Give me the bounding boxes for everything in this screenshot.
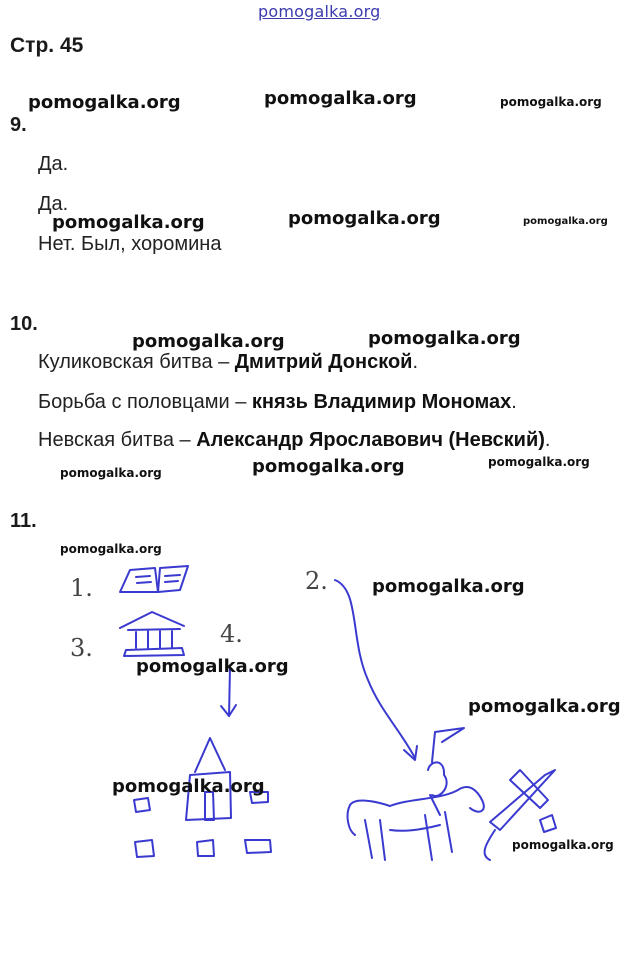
watermark: pomogalka.org xyxy=(60,542,162,556)
row-right: Александр Ярославович (Невский) xyxy=(196,429,545,451)
curved-arrow-icon xyxy=(335,580,417,760)
row-left: Невская битва – xyxy=(38,429,197,451)
watermark: pomogalka.org xyxy=(468,696,621,717)
watermark: pomogalka.org xyxy=(288,208,441,229)
task-9-answer-2: Да. xyxy=(38,193,69,215)
task-11-label-2: 2. xyxy=(305,567,328,595)
site-link[interactable]: pomogalka.org xyxy=(258,2,381,21)
watermark: pomogalka.org xyxy=(112,776,265,797)
watermark: pomogalka.org xyxy=(60,466,162,480)
watermark: pomogalka.org xyxy=(28,92,181,113)
row-left: Борьба с половцами – xyxy=(38,391,252,413)
building-icon xyxy=(134,738,271,857)
task-9-answer-3: Нет. Был, хоромина xyxy=(38,233,222,255)
row-end: . xyxy=(511,391,517,413)
watermark: pomogalka.org xyxy=(488,455,590,469)
task-11-number: 11. xyxy=(10,510,37,532)
task-10-number: 10. xyxy=(10,313,38,335)
book-icon xyxy=(120,566,188,592)
row-right: Дмитрий Донской xyxy=(234,351,413,373)
row-end: . xyxy=(544,429,551,451)
task-9-number: 9. xyxy=(10,114,27,136)
row-end: . xyxy=(412,351,419,373)
watermark: pomogalka.org xyxy=(523,216,608,227)
task-11-label-1: 1. xyxy=(70,574,93,602)
page-label: Стр. 45 xyxy=(10,34,84,57)
watermark: pomogalka.org xyxy=(252,456,405,477)
watermark: pomogalka.org xyxy=(368,328,521,349)
task-11-label-4: 4. xyxy=(220,620,243,648)
watermark: pomogalka.org xyxy=(52,212,205,233)
task-9-answer-1: Да. xyxy=(38,153,69,175)
watermark: pomogalka.org xyxy=(264,88,417,109)
horse-rider-icon xyxy=(348,728,484,860)
watermark: pomogalka.org xyxy=(512,838,614,852)
temple-icon xyxy=(120,612,184,656)
watermark: pomogalka.org xyxy=(372,576,525,597)
task-11-label-3: 3. xyxy=(70,634,93,662)
row-left: Куликовская битва – xyxy=(38,351,235,373)
watermark: pomogalka.org xyxy=(500,95,602,109)
watermark: pomogalka.org xyxy=(132,331,285,352)
row-right: князь Владимир Мономах xyxy=(251,391,512,413)
watermark: pomogalka.org xyxy=(136,656,289,677)
